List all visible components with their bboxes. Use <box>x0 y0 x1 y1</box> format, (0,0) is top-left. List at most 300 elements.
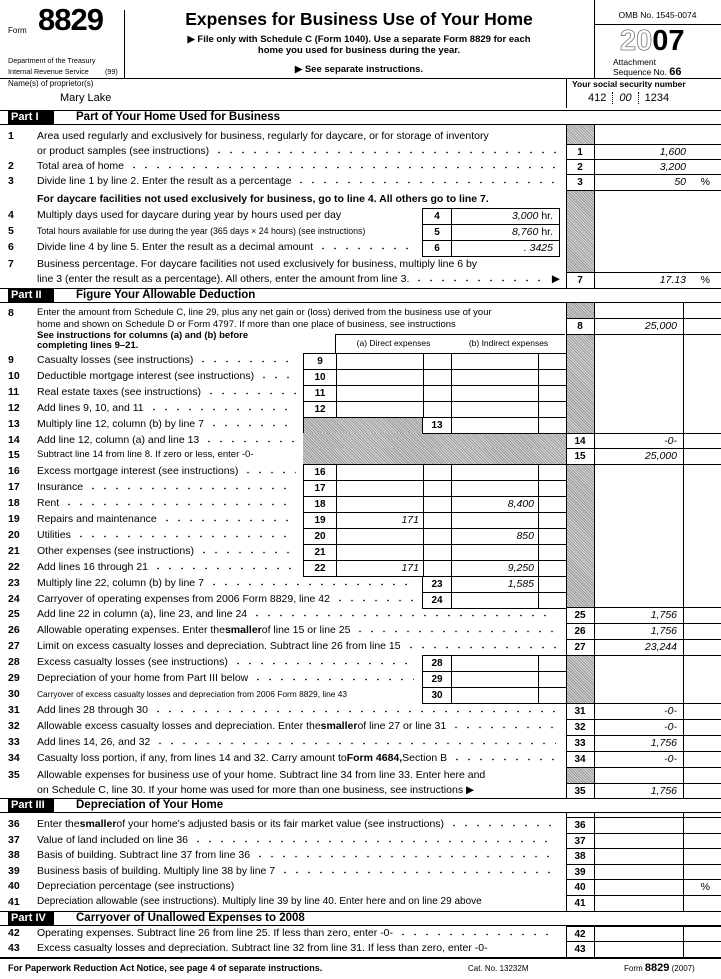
line-20-direct-value[interactable] <box>337 529 419 544</box>
line-15-amount-field[interactable] <box>566 448 721 465</box>
paperwork-notice: For Paperwork Reduction Act Notice, see page 4 of separate instructions. <box>8 963 323 973</box>
line-number: 17 <box>8 481 20 493</box>
line-13-text <box>37 417 300 431</box>
column-divider <box>336 465 337 480</box>
line-text: Enter the amount from Schedule C, line 29, plus any net gain or (loss) derived from the business use of your <box>37 307 492 318</box>
line-number-box: 10 <box>314 372 326 383</box>
line-28-text <box>37 655 418 669</box>
line-number-box: 35 <box>574 786 586 797</box>
line-42-text <box>37 926 560 940</box>
line-text: Add lines 28 through 30 <box>37 704 148 716</box>
line-text: Enter the <box>37 818 80 830</box>
line-29-mid-field[interactable] <box>422 671 566 688</box>
column-divider <box>451 561 452 576</box>
line-17-indirect-value[interactable] <box>452 481 534 496</box>
line-number-box: 43 <box>574 944 586 955</box>
column-divider <box>336 354 337 369</box>
shaded-area <box>303 448 566 465</box>
part-2-header <box>0 288 721 303</box>
line-32-text <box>37 719 560 733</box>
cents-divider <box>538 672 539 687</box>
line-text: Real estate taxes (see instructions) <box>37 386 201 398</box>
percent-sign: % <box>700 274 710 286</box>
line-number: 25 <box>8 608 20 620</box>
line-33-value: 1,756 <box>650 737 677 749</box>
dot-leader <box>203 433 296 443</box>
line-4-inner-field[interactable] <box>422 208 560 225</box>
line-text: Multiply line 22, column (b) by line 7 <box>37 577 204 589</box>
line-number-box: 17 <box>314 483 326 494</box>
line-number: 5 <box>8 225 14 237</box>
line-number: 38 <box>8 849 20 861</box>
line-23-mid-field[interactable] <box>422 576 566 593</box>
line-29-value <box>452 672 534 687</box>
line-32-value: -0- <box>664 721 677 733</box>
subtitle-1: ▶ File only with Schedule C (Form 1040). Use a separate Form 8829 for each <box>187 34 531 45</box>
line-30-value <box>452 688 534 703</box>
unit-label: hr. <box>541 226 553 238</box>
line-number-box: 12 <box>314 404 326 415</box>
line-number: 7 <box>8 258 14 270</box>
line-number: 32 <box>8 720 20 732</box>
line-11-row-fields <box>303 385 566 402</box>
line-text: Multiply line 12, column (b) by line 7 <box>37 418 204 430</box>
line-18-row-fields <box>303 496 566 513</box>
line-30-text <box>37 687 418 701</box>
dot-leader <box>334 592 414 602</box>
line-21-direct-value[interactable] <box>337 545 419 560</box>
line-33-text <box>37 735 560 749</box>
line-26-amount-field[interactable] <box>566 623 721 640</box>
column-divider <box>451 386 452 401</box>
line-text: Insurance <box>37 481 84 493</box>
subtitle-2: home you used for business during the year. <box>257 45 461 56</box>
ssn-part-1: 412 <box>588 92 607 104</box>
line-19-row-fields <box>303 512 566 529</box>
part-title: Figure Your Allowable Deduction <box>76 289 256 301</box>
line-9-direct-value[interactable] <box>337 354 419 369</box>
line-number-box: 5 <box>423 225 452 240</box>
daycare-note: For daycare facilities not used exclusively for business, go to line 4. All others go to line 7. <box>37 193 489 205</box>
line-42-value <box>594 927 677 942</box>
percent-sign: % <box>700 881 710 893</box>
line-number: 31 <box>8 704 20 716</box>
value-text: 3,000 <box>512 210 539 222</box>
column-divider <box>451 545 452 560</box>
column-header-a: (a) Direct expenses <box>356 338 431 348</box>
cents-rule <box>683 812 684 957</box>
line-41-amount-field[interactable] <box>566 895 721 912</box>
line-number-box: 18 <box>314 499 326 510</box>
line-13-mid-field[interactable] <box>422 417 566 434</box>
dot-leader <box>242 464 296 474</box>
column-divider <box>538 370 539 385</box>
line-1-value: 1,600 <box>659 146 686 158</box>
footer-form-label: Form <box>624 964 643 973</box>
column-divider <box>538 529 539 544</box>
line-number-box: 23 <box>423 577 452 592</box>
line-40-text <box>37 879 560 893</box>
dot-leader <box>205 385 296 395</box>
line-8-value: 25,000 <box>644 320 677 332</box>
column-divider <box>451 465 452 480</box>
column-divider <box>336 402 337 417</box>
line-17-direct-value[interactable] <box>337 481 419 496</box>
column-divider <box>538 354 539 369</box>
line-8-amount-field[interactable] <box>566 318 721 335</box>
line-text: Carryover of operating expenses from 2006 Form 8829, line 42 <box>37 593 330 605</box>
column-divider <box>336 529 337 544</box>
sequence-value: 66 <box>669 66 682 78</box>
line-7-value: 17.13 <box>659 274 686 286</box>
line-text-post: of line 15 or line 25 <box>261 624 351 636</box>
line-text: Limit on excess casualty losses and depreciation. Subtract line 26 from line 15 <box>37 640 401 652</box>
line-33-amount-field[interactable] <box>566 735 721 752</box>
line-10-indirect-value[interactable] <box>452 370 534 385</box>
line-number: 22 <box>8 561 20 573</box>
ssn-label: Your social security number <box>572 79 686 89</box>
line-23-text <box>37 576 418 590</box>
line-16-indirect-value[interactable] <box>452 465 534 480</box>
line-39-value <box>594 865 677 880</box>
dot-leader <box>208 576 414 586</box>
line-number-box: 32 <box>574 722 586 733</box>
cents-divider <box>538 418 539 433</box>
column-rule <box>566 125 567 798</box>
line-7-amount-field[interactable] <box>566 272 721 289</box>
line-8-text <box>37 318 560 332</box>
irs-code: (99) <box>105 67 118 76</box>
cents-rule <box>683 303 684 798</box>
line-text: Divide line 1 by line 2. Enter the result as a percentage <box>37 175 292 187</box>
line-number-box: 20 <box>314 531 326 542</box>
line-text-bold: smaller <box>224 624 262 636</box>
line-32-amount-field[interactable] <box>566 719 721 736</box>
line-22-direct-value[interactable]: 171 <box>401 562 419 574</box>
line-1-text <box>37 144 560 158</box>
column-divider <box>451 354 452 369</box>
footer-form-number: 8829 <box>644 962 670 974</box>
line-28-mid-field[interactable] <box>422 655 566 672</box>
line-20-indirect-value[interactable]: 850 <box>516 530 534 542</box>
line-text: Add lines 9, 10, and 11 <box>37 402 144 414</box>
line-16-direct-value[interactable] <box>337 465 419 480</box>
part-4-header <box>0 911 721 926</box>
dot-leader <box>295 174 556 184</box>
line-27-value: 23,244 <box>644 641 677 653</box>
line-number: 43 <box>8 942 20 954</box>
line-number: 3 <box>8 175 14 187</box>
column-divider <box>538 465 539 480</box>
line-text-post: Section B <box>402 752 448 764</box>
line-number-box: 38 <box>574 851 586 862</box>
column-divider <box>538 561 539 576</box>
line-number: 41 <box>8 896 20 908</box>
line-number: 34 <box>8 752 20 764</box>
column-divider <box>423 513 424 528</box>
line-35-value: 1,756 <box>650 785 677 797</box>
line-25-text <box>37 607 560 621</box>
line-13-value <box>452 418 534 433</box>
dot-leader <box>192 833 556 843</box>
year-bold: 07 <box>652 25 685 57</box>
line-number-box: 28 <box>423 656 452 671</box>
line-38-amount-field[interactable] <box>566 848 721 865</box>
line-38-value <box>594 849 677 864</box>
line-43-text <box>37 941 560 955</box>
line-1-text-1 <box>37 129 560 143</box>
line-number-box: 42 <box>574 929 586 940</box>
sequence-label: Sequence No. <box>613 67 667 77</box>
line-22-indirect-value[interactable]: 9,250 <box>507 562 534 574</box>
line-24-mid-field[interactable] <box>422 592 566 609</box>
column-divider <box>336 386 337 401</box>
line-number: 29 <box>8 672 20 684</box>
line-23-value: 1,585 <box>507 578 534 590</box>
line-number: 36 <box>8 818 20 830</box>
dot-leader <box>450 719 556 729</box>
line-25-amount-field[interactable] <box>566 607 721 624</box>
line-4-text <box>37 208 418 222</box>
dot-leader <box>252 671 414 681</box>
line-11-text <box>37 385 300 399</box>
column-divider <box>538 545 539 560</box>
line-number: 16 <box>8 465 20 477</box>
line-number: 1 <box>8 130 14 142</box>
line-number: 4 <box>8 209 14 221</box>
line-41-text <box>37 895 560 909</box>
line-text: Deductible mortgage interest (see instructions) <box>37 370 255 382</box>
line-29-text <box>37 671 418 685</box>
line-text: Depreciation percentage (see instructions) <box>37 880 235 892</box>
line-6-value <box>453 241 553 256</box>
part-label: Part IV <box>8 912 54 925</box>
line-number-box: 24 <box>423 593 452 608</box>
line-7-text <box>37 272 560 286</box>
line-34-text <box>37 751 560 765</box>
dot-leader <box>87 480 296 490</box>
line-9-indirect-value[interactable] <box>452 354 534 369</box>
line-19-direct-value[interactable]: 171 <box>401 514 419 526</box>
form-number: 8829 <box>38 2 103 37</box>
line-number: 39 <box>8 865 20 877</box>
line-number-box: 11 <box>314 388 326 399</box>
line-text: Subtract line 14 from line 8. If zero or less, enter -0- <box>37 449 254 460</box>
line-40-amount-field[interactable] <box>566 879 721 896</box>
line-34-value: -0- <box>664 753 677 765</box>
sequence-number <box>613 66 682 78</box>
dot-leader <box>213 144 556 154</box>
line-number-box: 2 <box>577 162 583 173</box>
line-19-indirect-value[interactable] <box>452 513 534 528</box>
line-41-value <box>594 896 677 911</box>
line-5-inner-field[interactable] <box>422 224 560 241</box>
line-31-value: -0- <box>664 705 677 717</box>
line-11-indirect-value[interactable] <box>452 386 534 401</box>
line-39-text <box>37 864 560 878</box>
cents-divider <box>538 688 539 703</box>
line-number: 15 <box>8 449 20 461</box>
ssn-part-2: 00 <box>619 92 632 104</box>
line-3-amount-field[interactable] <box>566 174 721 191</box>
catalog-number: Cat. No. 13232M <box>468 964 529 973</box>
line-number: 42 <box>8 927 20 939</box>
proprietor-label: Name(s) of proprietor(s) <box>8 79 94 88</box>
line-number: 27 <box>8 640 20 652</box>
line-text: or product samples (see instructions) <box>37 145 210 157</box>
line-text: Total area of home <box>37 160 124 172</box>
columns-note-1: See instructions for columns (a) and (b) before <box>37 330 249 341</box>
column-divider <box>336 497 337 512</box>
line-21-indirect-value[interactable] <box>452 545 534 560</box>
line-14-value: -0- <box>664 435 677 447</box>
line-10-row-fields <box>303 369 566 386</box>
line-text: Other expenses (see instructions) <box>37 545 194 557</box>
line-12-text <box>37 401 300 415</box>
line-text-post: of your home's adjusted basis or its fair market value (see instructions) <box>116 818 445 830</box>
line-36-amount-field[interactable] <box>566 817 721 834</box>
line-37-text <box>37 833 560 847</box>
line-19-text <box>37 512 300 526</box>
line-number-box: 27 <box>574 642 586 653</box>
line-text: line 3 (enter the result as a percentage). All others, enter the amount from line 3. <box>37 273 410 285</box>
line-text: Business basis of building. Multiply line 38 by line 7 <box>37 865 276 877</box>
ssn-field[interactable] <box>588 92 669 104</box>
line-27-amount-field[interactable] <box>566 639 721 656</box>
dot-leader <box>254 848 556 858</box>
line-text: Multiply days used for daycare during year by hours used per day <box>37 209 342 221</box>
line-43-value <box>594 942 677 957</box>
dot-leader <box>448 817 556 827</box>
line-number-box: 30 <box>423 688 452 703</box>
column-divider <box>423 386 424 401</box>
column-divider <box>423 529 424 544</box>
line-3-value: 50 <box>674 176 686 188</box>
line-18-direct-value[interactable] <box>337 497 419 512</box>
dot-leader <box>148 401 296 411</box>
column-divider <box>538 497 539 512</box>
line-text: Allowable expenses for business use of your home. Subtract line 34 from line 33. Enter here and <box>37 769 486 781</box>
line-38-text <box>37 848 560 862</box>
line-number-box: 19 <box>314 515 326 526</box>
unit-label: hr. <box>541 210 553 222</box>
line-6-inner-field[interactable] <box>422 240 560 257</box>
part-3-header <box>0 798 721 813</box>
line-number: 23 <box>8 577 20 589</box>
proprietor-name-field[interactable]: Mary Lake <box>60 92 112 104</box>
line-number: 10 <box>8 370 20 382</box>
column-headers <box>335 334 565 353</box>
column-divider <box>451 497 452 512</box>
line-number-box: 16 <box>314 467 326 478</box>
line-text: Basis of building. Subtract line 37 from line 36 <box>37 849 251 861</box>
line-12-indirect-value[interactable] <box>452 402 534 417</box>
line-31-amount-field[interactable] <box>566 703 721 720</box>
part-label: Part III <box>8 799 54 812</box>
line-text: Carryover of excess casualty losses and depreciation from 2006 Form 8829, line 43 <box>37 689 348 699</box>
line-text: home and shown on Schedule D or Form 4797. If more than one place of business, see instructions <box>37 319 456 330</box>
line-number-box: 21 <box>314 547 326 558</box>
value-text: . 3425 <box>523 242 553 254</box>
dot-leader <box>63 496 296 506</box>
line-number: 9 <box>8 354 14 366</box>
column-rule <box>566 812 567 957</box>
form-title: Expenses for Business Use of Your Home <box>185 9 533 29</box>
line-24-text <box>37 592 418 606</box>
column-divider <box>451 529 452 544</box>
dot-leader <box>128 159 556 169</box>
line-number: 26 <box>8 624 20 636</box>
line-number-box: 34 <box>574 754 586 765</box>
line-25-value: 1,756 <box>650 609 677 621</box>
line-number: 6 <box>8 241 14 253</box>
line-34-amount-field[interactable] <box>566 751 721 768</box>
percent-sign: % <box>700 176 710 188</box>
dot-leader <box>451 751 556 761</box>
line-text: Add lines 14, 26, and 32 <box>37 736 151 748</box>
line-12-direct-value[interactable] <box>337 402 419 417</box>
line-text: Excess mortgage interest (see instructions) <box>37 465 239 477</box>
line-text: Repairs and maintenance <box>37 513 157 525</box>
dot-leader <box>154 735 556 745</box>
line-40-value <box>594 880 677 895</box>
line-number-box: 14 <box>574 436 586 447</box>
line-43-amount-field[interactable] <box>566 941 721 958</box>
line-text: Utilities <box>37 529 71 541</box>
dot-leader <box>279 864 556 874</box>
year-outline: 20 <box>620 25 653 57</box>
dot-leader <box>161 512 296 522</box>
line-31-text <box>37 703 560 717</box>
part-title: Part of Your Home Used for Business <box>76 111 281 123</box>
line-15-text <box>37 448 300 462</box>
line-11-direct-value[interactable] <box>337 386 419 401</box>
see-instructions: ▶ See separate instructions. <box>294 64 424 75</box>
line-text-bold: Form 4684, <box>346 752 403 764</box>
line-number: 18 <box>8 497 20 509</box>
line-10-text <box>37 369 300 383</box>
line-text: Total hours available for use during the year (365 days × 24 hours) (see instructions) <box>37 226 366 236</box>
line-21-row-fields <box>303 544 566 561</box>
line-35-text-1 <box>37 768 560 782</box>
cents-divider <box>538 593 539 608</box>
line-20-text <box>37 528 300 542</box>
line-number: 2 <box>8 160 14 172</box>
line-number: 12 <box>8 402 20 414</box>
line-number-box: 31 <box>574 706 586 717</box>
dot-leader <box>354 623 556 633</box>
line-text: Allowable operating expenses. Enter the <box>37 624 225 636</box>
column-divider <box>336 481 337 496</box>
line-number: 30 <box>8 688 20 700</box>
line-text: on Schedule C, line 30. If your home was used for more than one business, see instructions ▶ <box>37 784 475 796</box>
ssn-part-3: 1234 <box>644 92 670 104</box>
dot-leader <box>75 528 296 538</box>
line-text: Rent <box>37 497 60 509</box>
line-15-value: 25,000 <box>644 450 677 462</box>
line-20-row-fields <box>303 528 566 545</box>
line-number-box: 1 <box>577 147 583 158</box>
line-number-box: 3 <box>577 177 583 188</box>
line-26-text <box>37 623 560 637</box>
cents-divider <box>538 577 539 592</box>
line-30-mid-field[interactable] <box>422 687 566 704</box>
column-divider <box>423 561 424 576</box>
part-label: Part II <box>8 289 54 302</box>
part-title: Carryover of Unallowed Expenses to 2008 <box>76 912 305 924</box>
line-10-direct-value[interactable] <box>337 370 419 385</box>
line-18-indirect-value[interactable]: 8,400 <box>507 498 534 510</box>
